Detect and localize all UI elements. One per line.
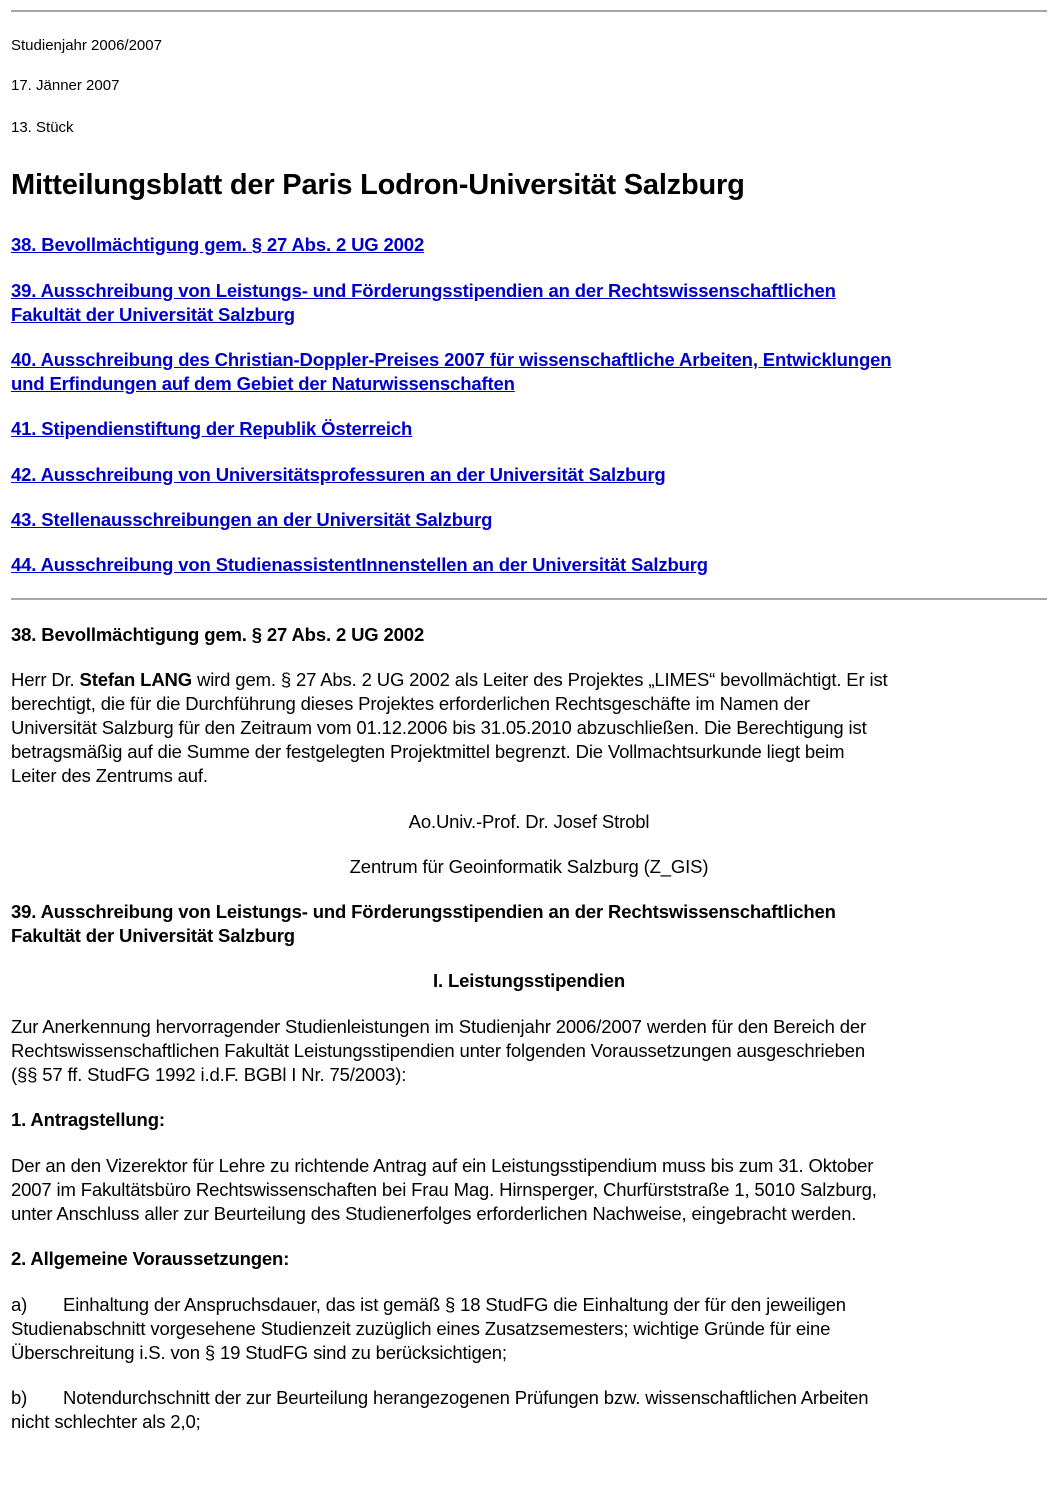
toc-link-42[interactable]: 42. Ausschreibung von Universitätsprofessuren an der Universität Salzburg [11,464,666,485]
person-name: Stefan LANG [79,669,192,690]
antrag-line: 2007 im Fakultätsbüro Rechtswissenschaften bei Frau Mag. Hirnsperger, Churfürststraße 1, 5010 Salzburg, [11,1179,877,1200]
toc-link-38[interactable]: 38. Bevollmächtigung gem. § 27 Abs. 2 UG 2002 [11,234,425,255]
page-title: Mitteilungsblatt der Paris Lodron-Universität Salzburg [11,169,745,201]
institution: Zentrum für Geoinformatik Salzburg (Z_GIS) [349,856,709,877]
toc-link-40[interactable]: 40. Ausschreibung des Christian-Doppler-Preises 2007 für wissenschaftliche Arbeiten, Entwicklungen [11,349,892,370]
studienjahr-label: Studienjahr 2006/2007 [11,37,162,54]
toc-link-43[interactable]: 43. Stellenausschreibungen an der Universität Salzburg [11,509,493,530]
issue-number: 13. Stück [11,119,74,136]
issue-date: 17. Jänner 2007 [11,77,120,94]
section-38-paragraph-line: Universität Salzburg für den Zeitraum vom 01.12.2006 bis 31.05.2010 abzuschließen. Die Berechtigung ist [11,717,867,738]
antragstellung-heading: 1. Antragstellung: [11,1109,165,1130]
section-divider [11,598,1047,600]
list-item-a [11,1293,1051,1317]
list-item-b-cont: nicht schlechter als 2,0; [11,1411,201,1432]
antrag-line: unter Anschluss aller zur Beurteilung des Studienerfolges erforderlichen Nachweise, eingebracht werden. [11,1203,857,1224]
section-38-paragraph-line: Leiter des Zentrums auf. [11,765,208,786]
list-item-b [11,1386,1051,1410]
section-38-paragraph-line [11,668,1051,692]
list-marker: a) [11,1294,28,1315]
toc-link-41[interactable]: 41. Stipendienstiftung der Republik Österreich [11,418,413,439]
toc-link-40-cont[interactable]: und Erfindungen auf dem Gebiet der Naturwissenschaften [11,373,515,394]
section-38-paragraph-line: betragsmäßig auf die Summe der festgelegten Projektmittel begrenzt. Die Vollmachtsurkunde liegt beim [11,741,845,762]
list-marker: b) [11,1387,28,1408]
subheading-leistungsstipendien: I. Leistungsstipendien [433,970,625,991]
list-item-a-cont: Studienabschnitt vorgesehene Studienzeit zuzüglich eines Zusatzsemesters; wichtige Gründe für eine [11,1318,831,1339]
top-divider [11,10,1047,12]
signatory: Ao.Univ.-Prof. Dr. Josef Strobl [408,811,650,832]
intro-line: Zur Anerkennung hervorragender Studienleistungen im Studienjahr 2006/2007 werden für den Bereich der [11,1016,867,1037]
list-item-a-cont: Überschreitung i.S. von § 19 StudFG sind zu berücksichtigen; [11,1342,507,1363]
toc-link-44[interactable]: 44. Ausschreibung von StudienassistentInnenstellen an der Universität Salzburg [11,554,708,575]
intro-line: Rechtswissenschaftlichen Fakultät Leistungsstipendien unter folgenden Voraussetzungen ausgeschrieben [11,1040,866,1061]
list-item-text: Notendurchschnitt der zur Beurteilung herangezogenen Prüfungen bzw. wissenschaftlichen Arbeiten [63,1387,869,1408]
section-39-heading-cont: Fakultät der Universität Salzburg [11,925,295,946]
list-item-text: Einhaltung der Anspruchsdauer, das ist gemäß § 18 StudFG die Einhaltung der für den jeweiligen [63,1294,846,1315]
section-38-paragraph-line: berechtigt, die für die Durchführung dieses Projektes erforderlichen Rechtsgeschäfte im Namen der [11,693,810,714]
toc-link-39-cont[interactable]: Fakultät der Universität Salzburg [11,304,295,325]
text: Herr Dr. [11,669,80,690]
intro-line: (§§ 57 ff. StudFG 1992 i.d.F. BGBl I Nr. 75/2003): [11,1064,407,1085]
section-39-heading: 39. Ausschreibung von Leistungs- und Förderungsstipendien an der Rechtswissenschaftlichen [11,901,836,922]
voraussetzungen-heading: 2. Allgemeine Voraussetzungen: [11,1248,290,1269]
section-38-heading: 38. Bevollmächtigung gem. § 27 Abs. 2 UG 2002 [11,624,425,645]
toc-link-39[interactable]: 39. Ausschreibung von Leistungs- und Förderungsstipendien an der Rechtswissenschaftlichen [11,280,836,301]
antrag-line: Der an den Vizerektor für Lehre zu richtende Antrag auf ein Leistungsstipendium muss bis zum 31. Oktober [11,1155,874,1176]
text: wird gem. § 27 Abs. 2 UG 2002 als Leiter des Projektes „LIMES“ bevollmächtigt. Er ist [192,669,888,690]
